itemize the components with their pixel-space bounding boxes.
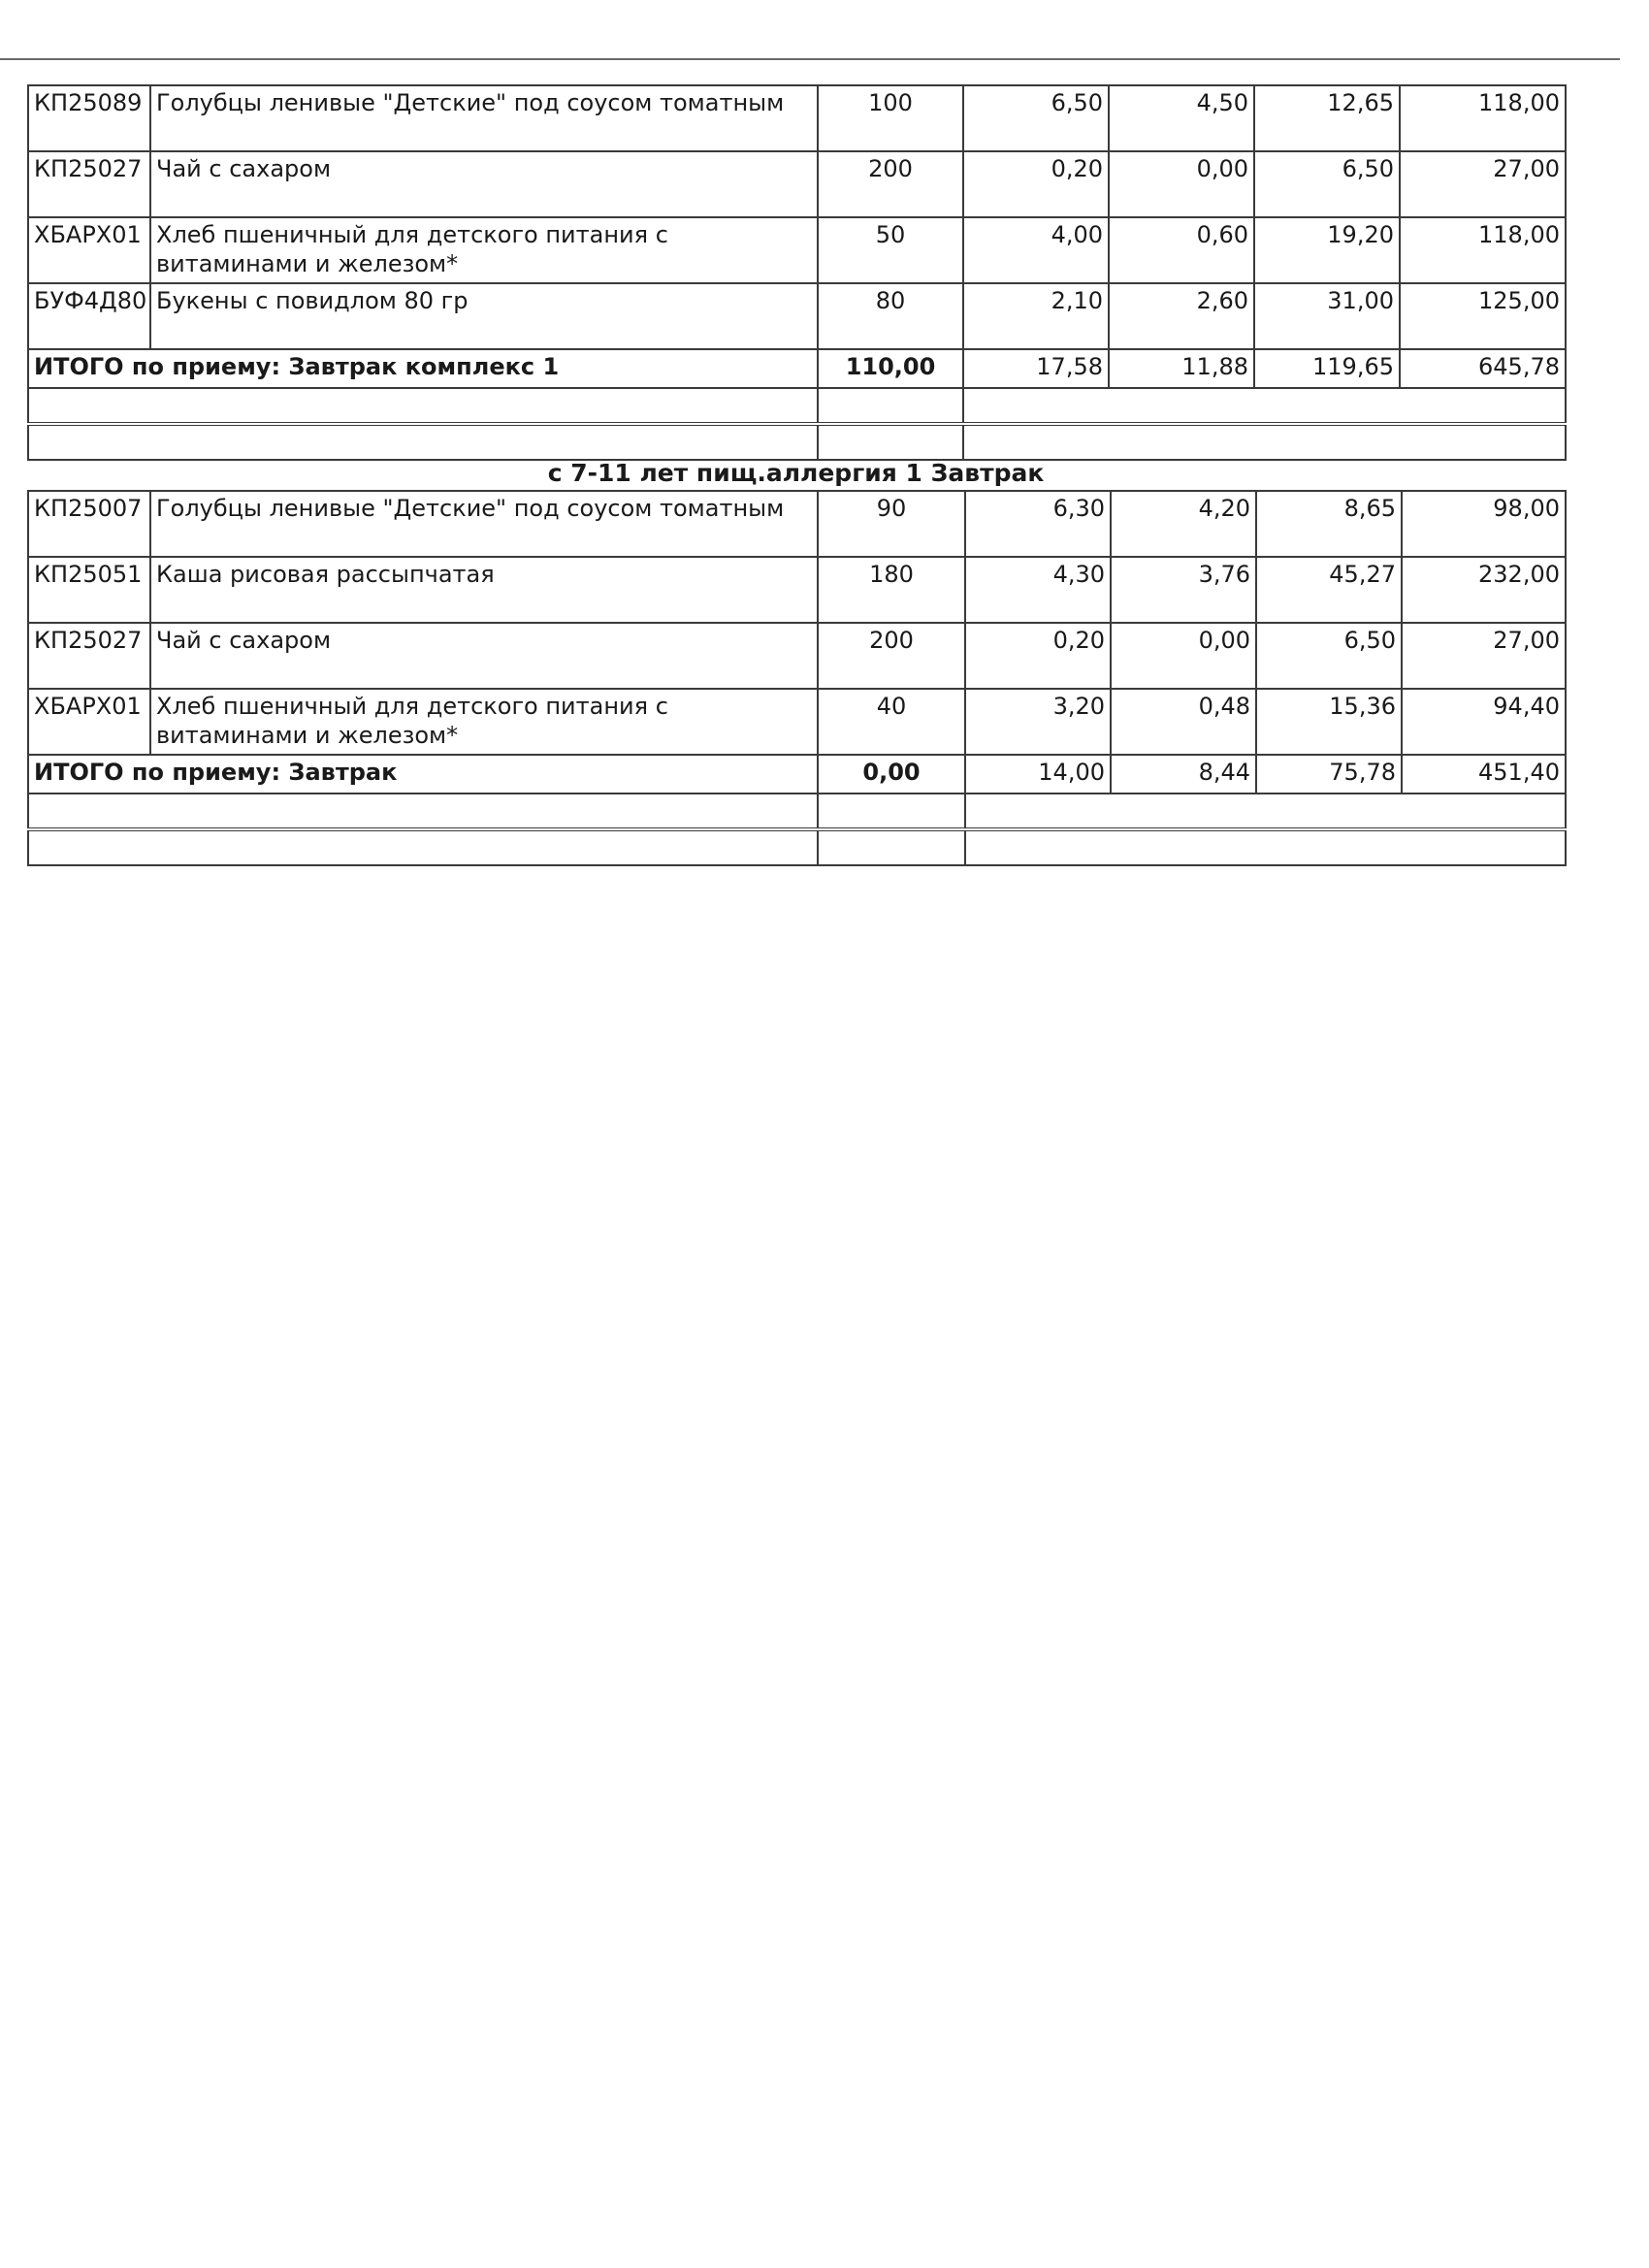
dish-protein: 3,20 <box>965 689 1111 755</box>
dish-fat: 4,20 <box>1111 491 1256 557</box>
section-title: с 7-11 лет пищ.аллергия 1 Завтрак <box>547 459 1045 487</box>
dish-fat: 0,48 <box>1111 689 1256 755</box>
dish-kcal: 98,00 <box>1402 491 1566 557</box>
dish-name: Каша рисовая рассыпчатая <box>150 557 818 623</box>
table-row <box>28 217 1566 283</box>
table-row <box>28 85 1566 151</box>
dish-name: Хлеб пшеничный для детского питания с витаминами и железом* <box>150 217 818 283</box>
menu-table-allergy-breakfast <box>27 490 1567 866</box>
dish-fat: 0,60 <box>1109 217 1254 283</box>
dish-fat: 4,50 <box>1109 85 1254 151</box>
table-row <box>28 283 1566 349</box>
dish-code: КП25007 <box>28 491 150 557</box>
total-fat: 8,44 <box>1111 755 1256 794</box>
menu-table-block-1 <box>27 84 1565 461</box>
dish-quantity: 200 <box>818 151 963 217</box>
dish-protein: 4,30 <box>965 557 1111 623</box>
dish-fat: 3,76 <box>1111 557 1256 623</box>
total-label: ИТОГО по приему: Завтрак комплекс 1 <box>28 349 818 388</box>
total-protein: 14,00 <box>965 755 1111 794</box>
blank-row <box>28 794 1566 829</box>
dish-carbs: 31,00 <box>1254 283 1400 349</box>
dish-quantity: 100 <box>818 85 963 151</box>
dish-quantity: 40 <box>818 689 965 755</box>
dish-quantity: 80 <box>818 283 963 349</box>
dish-carbs: 15,36 <box>1256 689 1402 755</box>
blank-row <box>28 829 1566 865</box>
dish-carbs: 6,50 <box>1254 151 1400 217</box>
total-protein: 17,58 <box>963 349 1109 388</box>
table-row <box>28 557 1566 623</box>
dish-carbs: 6,50 <box>1256 623 1402 689</box>
blank-row <box>28 424 1566 460</box>
dish-name: Чай с сахаром <box>150 623 818 689</box>
total-quantity: 0,00 <box>818 755 965 794</box>
total-row <box>28 349 1566 388</box>
dish-name: Голубцы ленивые "Детские" под соусом томатным <box>150 85 818 151</box>
dish-quantity: 200 <box>818 623 965 689</box>
dish-protein: 2,10 <box>963 283 1109 349</box>
total-carbs: 75,78 <box>1256 755 1402 794</box>
dish-quantity: 50 <box>818 217 963 283</box>
dish-fat: 0,00 <box>1109 151 1254 217</box>
total-quantity: 110,00 <box>818 349 963 388</box>
total-carbs: 119,65 <box>1254 349 1400 388</box>
dish-carbs: 19,20 <box>1254 217 1400 283</box>
dish-name: Голубцы ленивые "Детские" под соусом томатным <box>150 491 818 557</box>
total-row <box>28 755 1566 794</box>
dish-kcal: 125,00 <box>1400 283 1566 349</box>
dish-carbs: 8,65 <box>1256 491 1402 557</box>
dish-kcal: 118,00 <box>1400 85 1566 151</box>
dish-code: ХБАРХ01 <box>28 217 150 283</box>
dish-fat: 2,60 <box>1109 283 1254 349</box>
dish-protein: 6,50 <box>963 85 1109 151</box>
dish-code: БУФ4Д80 <box>28 283 150 349</box>
dish-name: Букены с повидлом 80 гр <box>150 283 818 349</box>
table-row <box>28 689 1566 755</box>
table-row <box>28 623 1566 689</box>
dish-quantity: 90 <box>818 491 965 557</box>
dish-protein: 0,20 <box>965 623 1111 689</box>
table-row <box>28 151 1566 217</box>
dish-carbs: 12,65 <box>1254 85 1400 151</box>
dish-quantity: 180 <box>818 557 965 623</box>
dish-code: КП25027 <box>28 151 150 217</box>
total-kcal: 451,40 <box>1402 755 1566 794</box>
dish-name: Чай с сахаром <box>150 151 818 217</box>
menu-table-block-2 <box>27 490 1565 866</box>
total-kcal: 645,78 <box>1400 349 1566 388</box>
dish-kcal: 94,40 <box>1402 689 1566 755</box>
table-row <box>28 491 1566 557</box>
dish-code: ХБАРХ01 <box>28 689 150 755</box>
dish-kcal: 27,00 <box>1400 151 1566 217</box>
dish-name: Хлеб пшеничный для детского питания с витаминами и железом* <box>150 689 818 755</box>
dish-kcal: 232,00 <box>1402 557 1566 623</box>
menu-table-breakfast-complex-1 <box>27 84 1567 461</box>
dish-code: КП25027 <box>28 623 150 689</box>
total-label: ИТОГО по приему: Завтрак <box>28 755 818 794</box>
dish-fat: 0,00 <box>1111 623 1256 689</box>
dish-code: КП25089 <box>28 85 150 151</box>
page-top-rule <box>0 58 1620 60</box>
dish-kcal: 27,00 <box>1402 623 1566 689</box>
dish-kcal: 118,00 <box>1400 217 1566 283</box>
dish-code: КП25051 <box>28 557 150 623</box>
dish-protein: 4,00 <box>963 217 1109 283</box>
dish-protein: 6,30 <box>965 491 1111 557</box>
total-fat: 11,88 <box>1109 349 1254 388</box>
dish-protein: 0,20 <box>963 151 1109 217</box>
blank-row <box>28 388 1566 424</box>
dish-carbs: 45,27 <box>1256 557 1402 623</box>
